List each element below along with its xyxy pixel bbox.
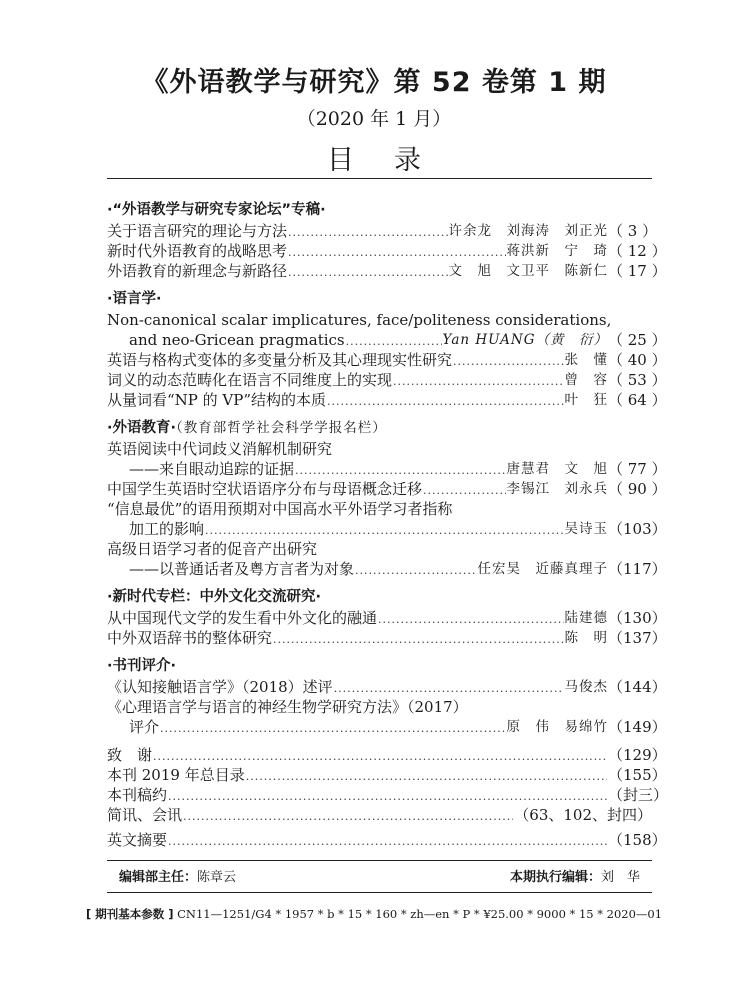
entry-page: （149） [608,718,667,736]
entry-page: （ 12 ） [608,242,667,260]
leader-dots [327,394,563,410]
entry-title-line1: Non-canonical scalar implicatures, face/politeness considerations, [107,311,612,329]
section-heading: ·语言学· [107,291,162,307]
footer-rule-top [107,860,652,861]
editor-credits [107,866,652,885]
entry-page: （155） [608,766,667,784]
entry-page: （ 77 ） [608,460,667,478]
entry-title: 简讯、会讯 [107,806,183,824]
toc-entry[interactable] [107,519,667,539]
entry-page: （封三） [608,786,669,804]
leader-dots [288,265,447,281]
toc-entry[interactable] [107,717,667,737]
leader-dots [153,749,607,765]
entry-title: 中国学生英语时空状语语序分布与母语概念迁移 [107,480,423,498]
entry-page: （ 64 ） [608,391,667,409]
toc-entry[interactable] [107,390,667,410]
entry-authors: 蒋洪新 宁 琦 [506,243,608,259]
journal-title: 《外语教学与研究》第 52 卷第 1 期 [141,67,607,98]
entry-title: 致 谢 [107,746,153,764]
leader-dots [168,834,607,850]
entry-title: 从量词看“NP 的 VP”结构的本质 [107,391,327,409]
params-value: CN11—1251/G4 * 1957 * b * 15 * 160 * zh—en * P * ¥25.00 * 9000 * 15 * 2020—01 [177,907,663,921]
entry-title: and neo-Gricean pragmatics [129,331,345,349]
params-label: [ 期刊基本参数 ] [85,907,174,921]
entry-title: 关于语言研究的理论与方法 [107,222,288,240]
section-heading: ·外语教育·（教育部哲学社会科学学报名栏） [107,420,387,436]
toc-entry[interactable] [107,261,667,281]
leader-dots [393,374,563,390]
entry-page: （ 25 ） [608,331,667,349]
entry-title: 从中国现代文学的发生看中外文化的融通 [107,609,378,627]
entry-authors: 曾 容 [564,372,608,388]
entry-title: 本刊 2019 年总目录 [107,766,245,784]
leader-dots [423,483,505,499]
entry-title-line1: “信息最优”的语用预期对中国高水平外语学习者指称 [107,500,453,518]
section-note: （教育部哲学社会科学学报名栏） [176,420,387,436]
leader-dots [355,563,476,579]
toc-entry[interactable] [107,459,667,479]
toc-entry[interactable] [107,330,667,350]
entry-page: （137） [608,629,667,647]
top-rule [107,178,652,179]
entry-page: （130） [608,609,667,627]
leader-dots [183,809,513,825]
toc-entry[interactable] [107,241,667,261]
entry-title: 中外双语辞书的整体研究 [107,629,273,647]
entry-page: （129） [608,746,667,764]
entry-title: 英文摘要 [107,831,168,849]
entry-authors: 叶 狂 [564,392,608,408]
entry-authors: Yan HUANG（黄 衍） [442,332,608,348]
leader-dots [295,463,505,479]
executive-editor: 本期执行编辑：刘 华 [509,870,640,885]
toc-entry[interactable] [107,370,667,390]
section-heading: ·书刊评介· [107,658,177,674]
entry-title: ——来自眼动追踪的证据 [129,460,295,478]
toc-entry[interactable] [107,559,667,579]
table-of-contents [107,200,669,850]
entry-authors: 文 旭 文卫平 陈新仁 [448,263,608,279]
toc-entry[interactable] [107,805,652,825]
toc-entry[interactable] [107,479,667,499]
entry-page: （ 90 ） [608,480,667,498]
section-heading: ·“外语教学与研究专家论坛”专稿· [107,202,326,218]
leader-dots [288,245,505,261]
entry-title-line1: 《心理语言学与语言的神经生物学研究方法》（2017） [107,698,468,716]
entry-page: （103） [608,520,667,538]
entry-page: （158） [608,831,667,849]
section-heading: ·新时代专栏：中外文化交流研究· [107,589,322,605]
toc-entry[interactable] [107,765,667,785]
entry-page: （144） [608,678,667,696]
leader-dots [246,769,607,785]
journal-parameters [0,906,748,922]
chief-editor: 编辑部主任：陈章云 [119,870,237,885]
toc-entry[interactable] [107,350,667,370]
entry-title: 加工的影响 [129,520,205,538]
entry-authors: 任宏昊 近藤真理子 [477,561,608,577]
footer-rule-bottom [107,892,652,893]
entry-title: 新时代外语教育的战略思考 [107,242,288,260]
leader-dots [273,632,563,648]
entry-title-line1: 英语阅读中代词歧义消解机制研究 [107,440,333,458]
entry-authors: 陈 明 [564,630,608,646]
toc-entry[interactable] [107,745,667,765]
entry-authors: 原 伟 易绵竹 [506,719,608,735]
entry-title-line1: 高级日语学习者的促音产出研究 [107,540,318,558]
leader-dots [160,721,505,737]
contents-heading: 目录 [327,145,461,176]
entry-page: （ 3 ） [608,222,658,240]
leader-dots [378,612,563,628]
entry-authors: 吴诗玉 [564,521,608,537]
leader-dots [334,681,564,697]
toc-entry[interactable] [107,221,658,241]
entry-title: 评介 [129,718,160,736]
entry-authors: 李锡江 刘永兵 [506,481,608,497]
toc-entry[interactable] [107,785,669,805]
entry-authors: 马俊杰 [564,679,608,695]
issue-date: （2020 年 1 月） [296,108,452,130]
entry-page: （ 17 ） [608,262,667,280]
leader-dots [205,523,563,539]
entry-page: （ 40 ） [608,351,667,369]
leader-dots [346,334,442,350]
entry-authors: 陆建德 [564,610,608,626]
entry-title: 外语教育的新理念与新路径 [107,262,288,280]
toc-entry[interactable] [107,628,667,648]
entry-authors: 张 懂 [564,352,608,368]
entry-authors: 唐慧君 文 旭 [506,461,608,477]
toc-entry[interactable] [107,608,667,628]
leader-dots [453,354,563,370]
entry-title: ——以普通话者及粤方言者为对象 [129,560,355,578]
entry-title: 词义的动态范畴化在语言不同维度上的实现 [107,371,393,389]
toc-entry[interactable] [107,830,667,850]
entry-page: （117） [608,560,667,578]
leader-dots [288,225,447,241]
entry-title: 本刊稿约 [107,786,168,804]
toc-entry[interactable] [107,677,667,697]
entry-page: （63、102、封四） [514,806,652,824]
entry-title: 《认知接触语言学》（2018）述评 [107,678,333,696]
entry-authors: 许余龙 刘海涛 刘正光 [448,223,608,239]
leader-dots [168,789,607,805]
entry-page: （ 53 ） [608,371,667,389]
entry-title: 英语与格构式变体的多变量分析及其心理现实性研究 [107,351,453,369]
